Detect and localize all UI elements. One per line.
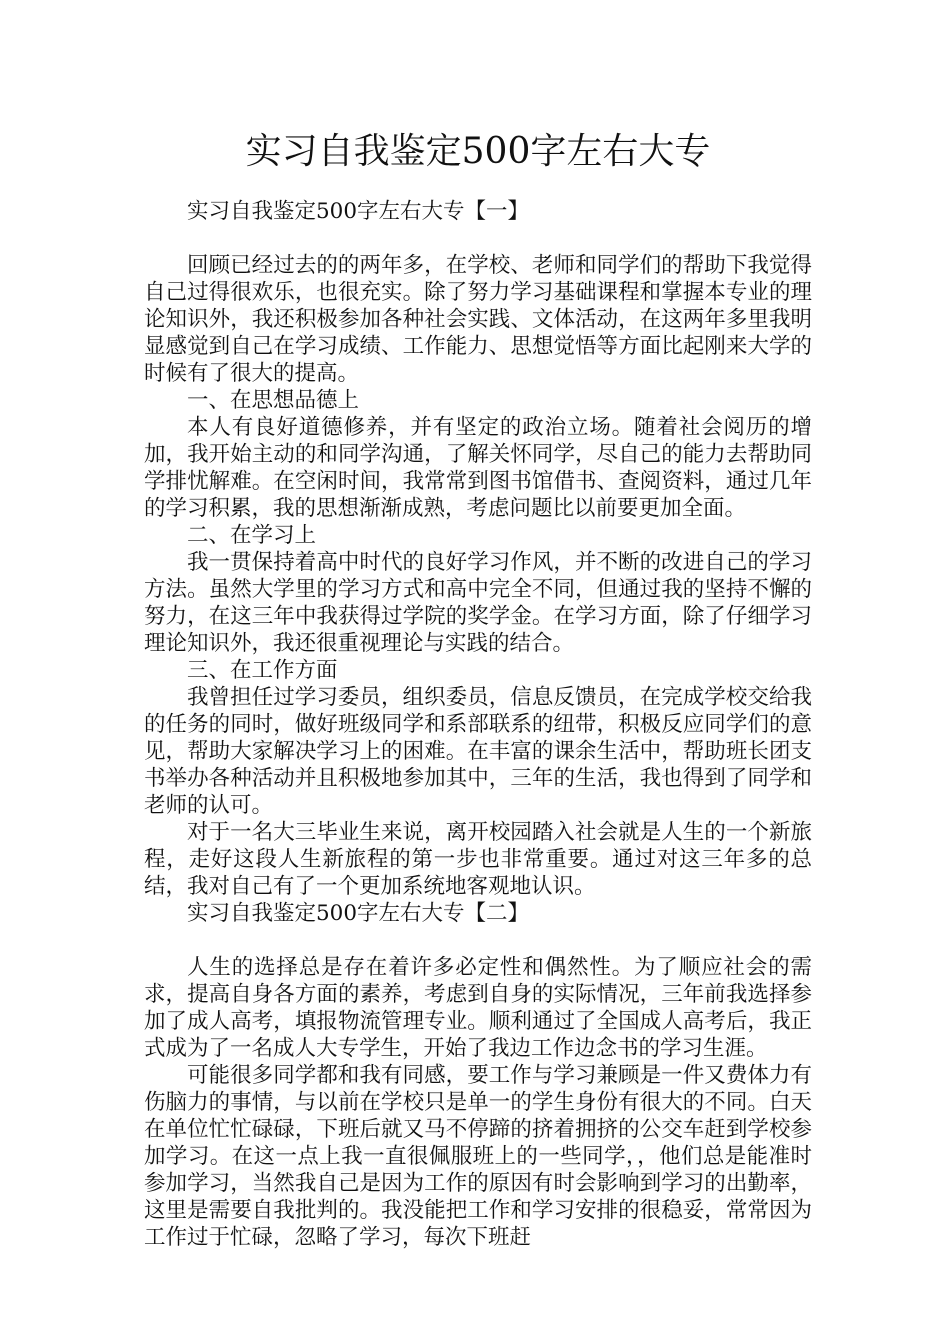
section-title-1: 实习自我鉴定500字左右大专【一】 <box>187 199 530 224</box>
heading-ideology: 一、在思想品德上 <box>187 388 360 413</box>
heading-work: 三、在工作方面 <box>187 658 338 683</box>
document-title: 实习自我鉴定500字左右大专 <box>245 131 711 172</box>
heading-study: 二、在学习上 <box>187 523 317 548</box>
paragraph: 可能很多同学都和我有同感，要工作与学习兼顾是一件又费体力有伤脑力的事情，与以前在学校只是单一的学生身份有很大的不同。白天在单位忙忙碌碌，下班后就又马不停蹄的挤着拥挤的公交车赶到学校参加学习。在这一点上我一直很佩服班上的一些同学，，他们总是能准时参加学习，当然我自己是因为工作的原因有时会影响到学习的出勤率，这里是需要自我批判的。我没能把工作和学习安排的很稳妥，常常因为工作过于忙碌，忽略了学习，每次下班赶 <box>144 1063 812 1250</box>
paragraph: 本人有良好道德修养，并有坚定的政治立场。随着社会阅历的增加，我开始主动的和同学沟通，了解关怀同学，尽自己的能力去帮助同学排忧解难。在空闲时间，我常常到图书馆借书、查阅资料，通过几年的学习积累，我的思想渐渐成熟，考虑问题比以前要更加全面。 <box>144 415 812 521</box>
document-body <box>144 198 812 1251</box>
paragraph: 我曾担任过学习委员，组织委员，信息反馈员，在完成学校交给我的任务的同时，做好班级同学和系部联系的纽带，积极反应同学们的意见，帮助大家解决学习上的困难。在丰富的课余生活中，帮助班长团支书举办各种活动并且积极地参加其中，三年的生活，我也得到了同学和老师的认可。 <box>144 685 812 818</box>
paragraph: 回顾已经过去的的两年多，在学校、老师和同学们的帮助下我觉得自己过得很欢乐，也很充实。除了努力学习基础课程和掌握本专业的理论知识外，我还积极参加各种社会实践、文体活动，在这两年多里我明显感觉到自己在学习成绩、工作能力、思想觉悟等方面比起刚来大学的时候有了很大的提高。 <box>144 253 812 386</box>
paragraph: 我一贯保持着高中时代的良好学习作风，并不断的改进自己的学习方法。虽然大学里的学习方式和高中完全不同，但通过我的坚持不懈的努力，在这三年中我获得过学院的奖学金。在学习方面，除了仔细学习理论知识外，我还很重视理论与实践的结合。 <box>144 550 812 656</box>
section-title-2: 实习自我鉴定500字左右大专【二】 <box>187 901 530 926</box>
paragraph: 人生的选择总是存在着许多必定性和偶然性。为了顺应社会的需求，提高自身各方面的素养，考虑到自身的实际情况，三年前我选择参加了成人高考，填报物流管理专业。顺利通过了全国成人高考后，我正式成为了一名成人大专学生，开始了我边工作边念书的学习生涯。 <box>144 955 812 1061</box>
paragraph: 对于一名大三毕业生来说，离开校园踏入社会就是人生的一个新旅程，走好这段人生新旅程的第一步也非常重要。通过对这三年多的总结，我对自己有了一个更加系统地客观地认识。 <box>144 820 812 899</box>
